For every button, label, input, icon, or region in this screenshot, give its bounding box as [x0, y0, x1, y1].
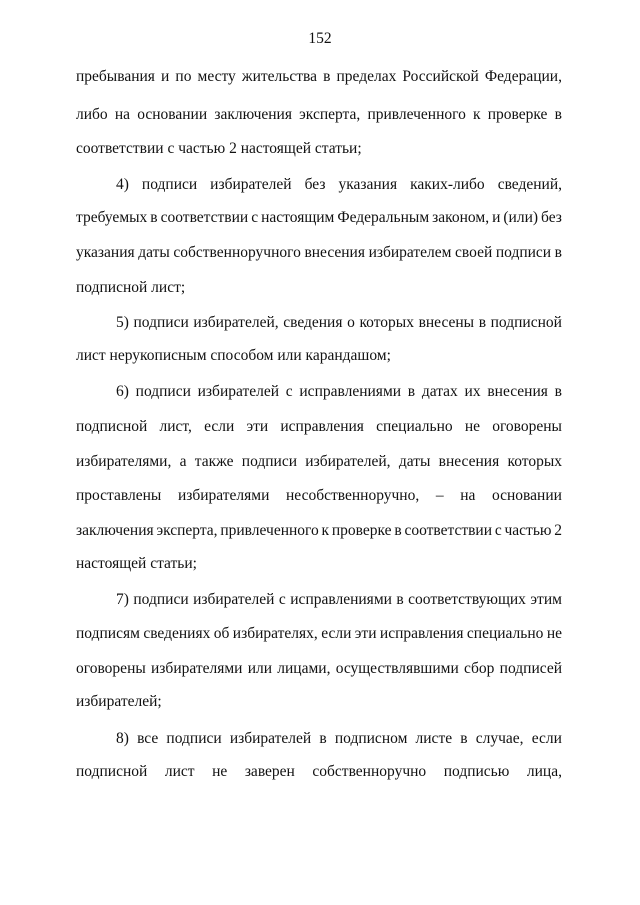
text-line: 4) подписи избирателей без указания каких-либо сведений,	[116, 176, 562, 193]
page-number: 152	[308, 30, 332, 47]
text-line: подписной лист;	[76, 279, 186, 296]
text-line: подписной лист не заверен собственноручно подписью лица,	[76, 763, 562, 780]
text-line: лист нерукописным способом или карандашом;	[76, 347, 391, 364]
text-line: подписям сведениях об избирателях, если эти исправления специально не	[76, 625, 562, 642]
text-line: либо на основании заключения эксперта, привлеченного к проверке в	[76, 106, 562, 123]
text-line: 8) все подписи избирателей в подписном листе в случае, если	[116, 730, 562, 747]
text-line: заключения эксперта, привлеченного к проверке в соответствии с частью 2	[76, 522, 562, 539]
text-line: соответствии с частью 2 настоящей статьи;	[76, 140, 362, 157]
text-line: указания даты собственноручного внесения избирателем своей подписи в	[76, 244, 562, 261]
text-line: подписной лист, если эти исправления специально не оговорены	[76, 418, 562, 435]
text-line: 6) подписи избирателей с исправлениями в датах их внесения в	[116, 383, 562, 400]
text-line: избирателями, а также подписи избирателей, даты внесения которых	[76, 453, 562, 470]
text-line: избирателей;	[76, 693, 162, 710]
text-line: проставлены избирателями несобственноручно, – на основании	[76, 487, 562, 504]
text-line: 7) подписи избирателей с исправлениями в соответствующих этим	[116, 591, 562, 608]
text-line: настоящей статьи;	[76, 555, 197, 572]
text-line: требуемых в соответствии с настоящим Федеральным законом, и (или) без	[76, 209, 562, 226]
text-line: 5) подписи избирателей, сведения о которых внесены в подписной	[116, 314, 562, 331]
text-line: оговорены избирателями или лицами, осуществлявшими сбор подписей	[76, 660, 562, 677]
text-line: пребывания и по месту жительства в пределах Российской Федерации,	[76, 68, 562, 85]
